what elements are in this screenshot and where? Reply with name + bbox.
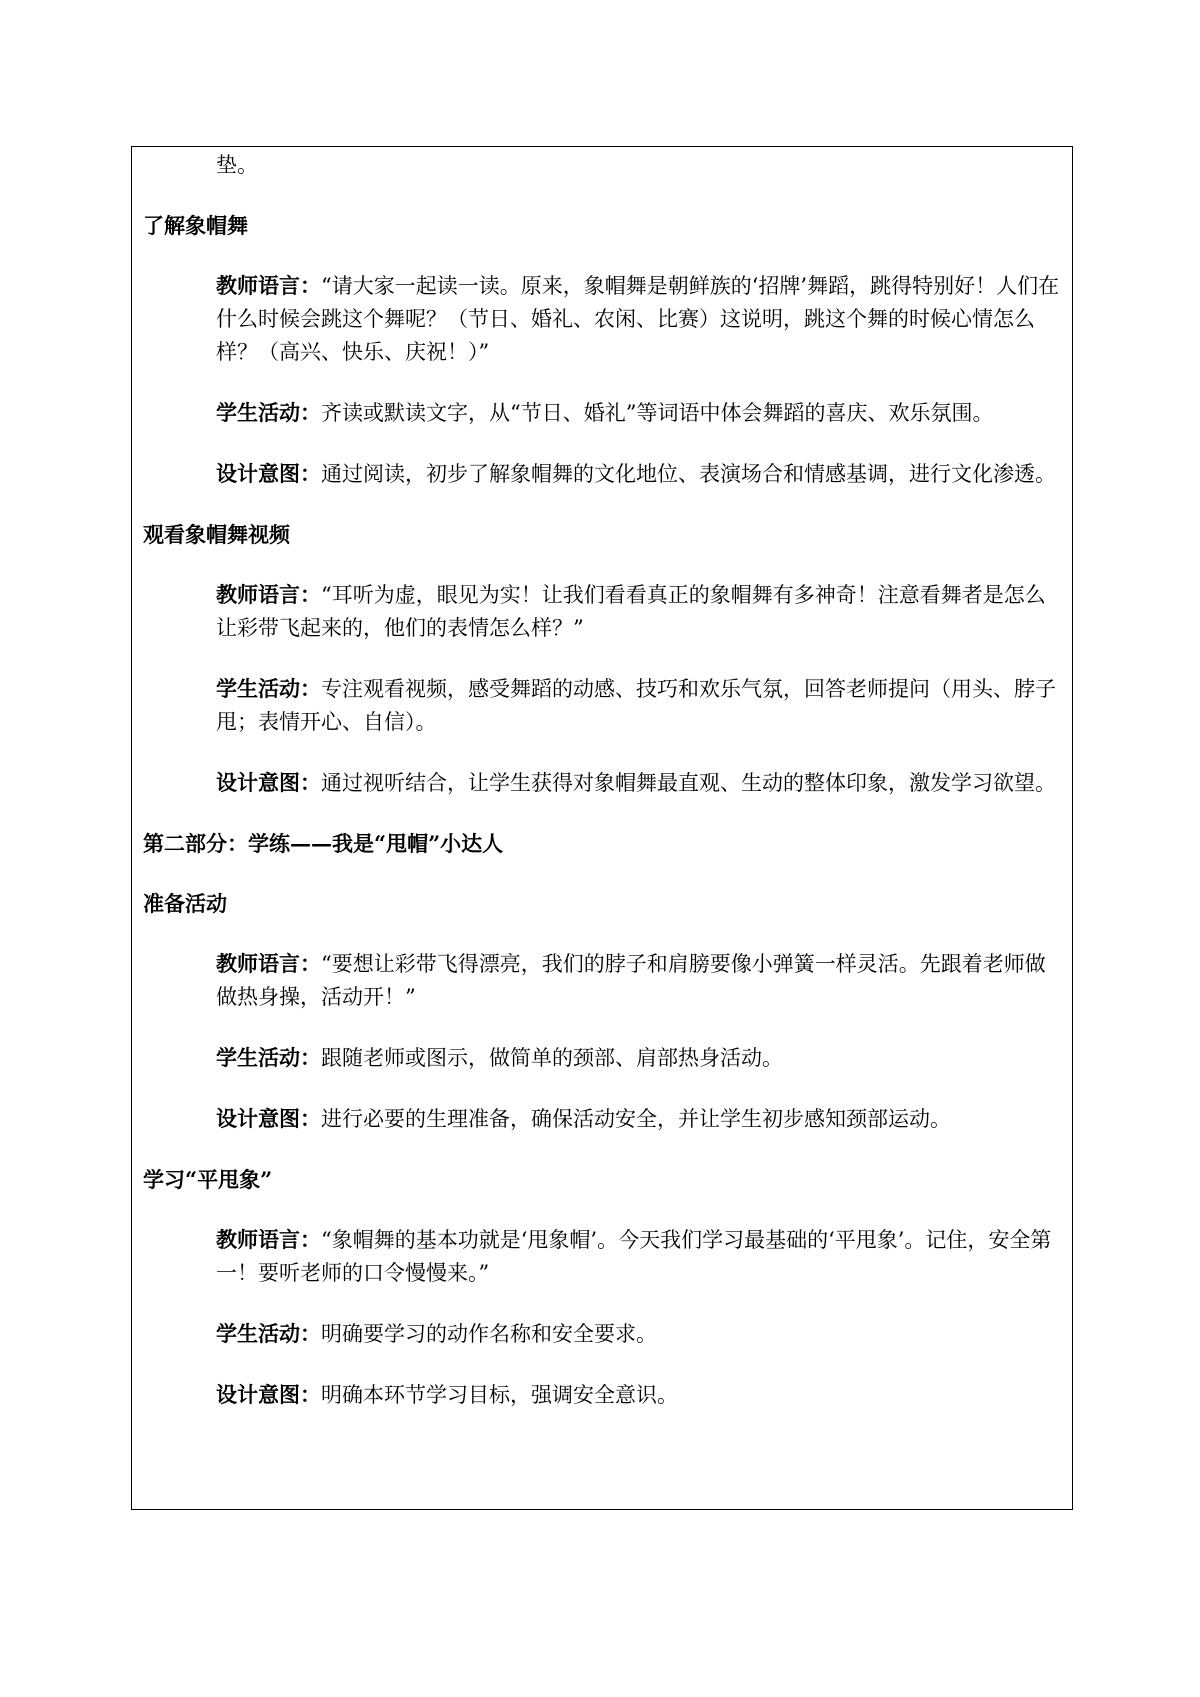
student-activity-paragraph — [143, 672, 1060, 739]
paragraph-label: 教师语言： — [216, 951, 321, 976]
section-heading: 了解象帽舞 — [143, 213, 248, 238]
paragraph-label: 设计意图： — [216, 461, 321, 486]
teacher-speech-paragraph — [143, 269, 1060, 369]
design-intent-paragraph — [143, 766, 1060, 800]
design-intent-paragraph — [143, 1378, 1060, 1412]
design-intent-paragraph — [143, 1102, 1060, 1136]
paragraph-label: 学生活动： — [216, 1045, 321, 1070]
paragraph-text: “请大家一起读一读。原来，象帽舞是朝鲜族的‘招牌’舞蹈，跳得特别好！人们在什么时候会跳这个舞呢？（节日、婚礼、农闲、比赛）这说明，跳这个舞的时候心情怎么样？（高兴、快乐、庆祝！）” — [216, 274, 1060, 364]
part-heading: 第二部分：学练——我是“甩帽”小达人 — [143, 831, 504, 856]
lesson-plan-table-cell — [131, 146, 1073, 1510]
paragraph-text: “耳听为虚，眼见为实！让我们看看真正的象帽舞有多神奇！注意看舞者是怎么让彩带飞起来的，他们的表情怎么样？” — [216, 583, 1046, 640]
paragraph-label: 设计意图： — [216, 1106, 321, 1131]
paragraph-text: 齐读或默读文字，从“节日、婚礼”等词语中体会舞蹈的喜庆、欢乐氛围。 — [321, 401, 994, 425]
paragraph-text: 专注观看视频，感受舞蹈的动感、技巧和欢乐气氛，回答老师提问（用头、脖子甩；表情开心、自信）。 — [216, 677, 1056, 734]
paragraph-text: 明确要学习的动作名称和安全要求。 — [321, 1322, 657, 1346]
student-activity-paragraph — [143, 1041, 1060, 1075]
paragraph-label: 学生活动： — [216, 400, 321, 425]
teacher-speech-paragraph — [143, 1223, 1060, 1290]
paragraph-text: “象帽舞的基本功就是‘甩象帽’。今天我们学习最基础的‘平甩象’。记住，安全第一！要听老师的口令慢慢来。” — [216, 1228, 1052, 1285]
student-activity-paragraph — [143, 396, 1060, 430]
paragraph-text: 跟随老师或图示，做简单的颈部、肩部热身活动。 — [321, 1046, 783, 1070]
teacher-speech-paragraph — [143, 947, 1060, 1014]
paragraph-label: 教师语言： — [216, 273, 321, 298]
section-heading: 准备活动 — [143, 891, 227, 916]
section-heading: 学习“平甩象” — [143, 1167, 273, 1192]
paragraph-text: “要想让彩带飞得漂亮，我们的脖子和肩膀要像小弹簧一样灵活。先跟着老师做做热身操，活动开！” — [216, 952, 1046, 1009]
paragraph-text: 通过阅读，初步了解象帽舞的文化地位、表演场合和情感基调，进行文化渗透。 — [321, 462, 1056, 486]
paragraph-label: 设计意图： — [216, 770, 321, 795]
paragraph-label: 教师语言： — [216, 582, 321, 607]
paragraph-text: 明确本环节学习目标，强调安全意识。 — [321, 1383, 678, 1407]
section-heading: 观看象帽舞视频 — [143, 522, 290, 547]
paragraph-label: 学生活动： — [216, 676, 321, 701]
paragraph-label: 教师语言： — [216, 1227, 321, 1252]
paragraph-label: 学生活动： — [216, 1321, 321, 1346]
design-intent-paragraph — [143, 457, 1060, 491]
teacher-speech-paragraph — [143, 578, 1060, 645]
student-activity-paragraph — [143, 1317, 1060, 1351]
paragraph-text: 通过视听结合，让学生获得对象帽舞最直观、生动的整体印象，激发学习欲望。 — [321, 771, 1056, 795]
continuation-text: 垫。 — [216, 153, 258, 177]
paragraph-label: 设计意图： — [216, 1382, 321, 1407]
paragraph-text: 进行必要的生理准备，确保活动安全，并让学生初步感知颈部运动。 — [321, 1107, 951, 1131]
